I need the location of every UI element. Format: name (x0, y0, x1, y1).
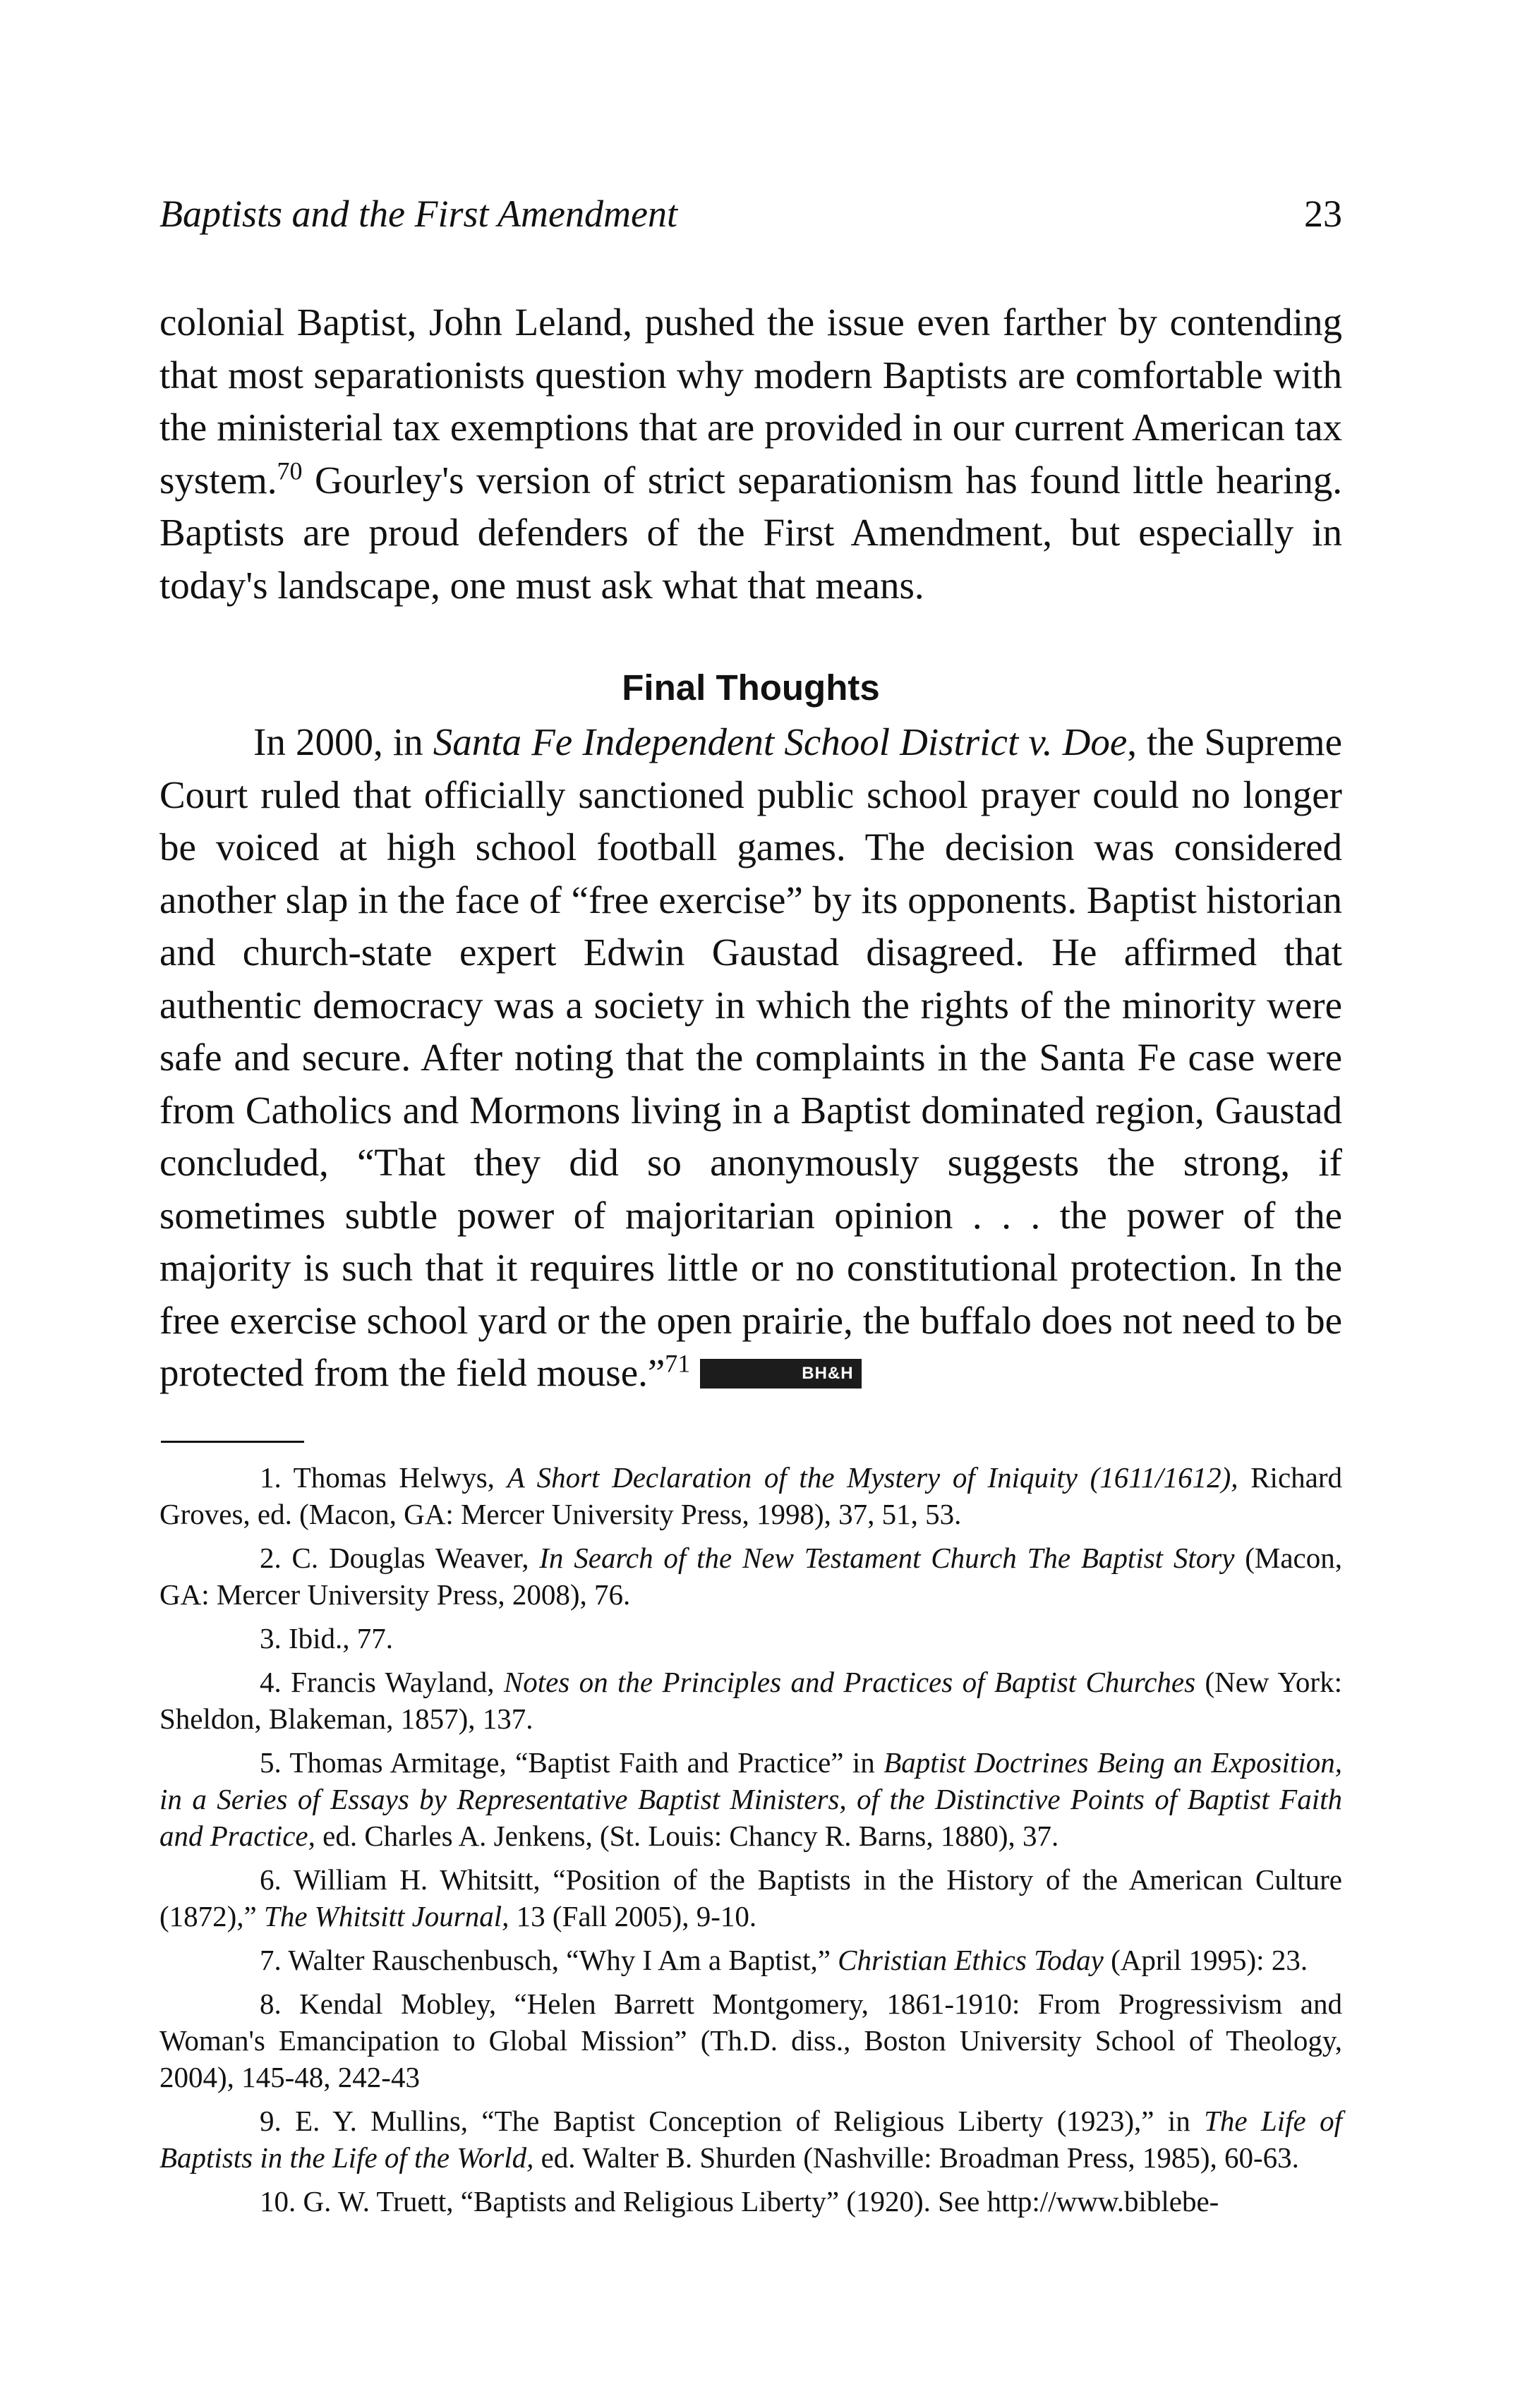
case-name: Santa Fe Independent School District v. Doe (433, 720, 1128, 763)
footnote-reference: 71 (665, 1349, 691, 1378)
footnote (159, 1985, 1342, 2095)
paragraph-text: In 2000, in (253, 720, 433, 763)
footnote-text: 13 (Fall 2005), 9-10. (509, 1900, 757, 1932)
footnote-text: 10. G. W. Truett, “Baptists and Religious Liberty” (1920). See http://www.biblebe- (260, 2185, 1219, 2218)
footnote (159, 2103, 1342, 2176)
footnote-text: 1. Thomas Helwys, (260, 1461, 507, 1494)
footnote-text: 3. Ibid., 77. (260, 1622, 394, 1654)
footnote-reference: 70 (277, 456, 303, 485)
footnote-text: 5. Thomas Armitage, “Baptist Faith and Practice” in (260, 1746, 884, 1779)
footnote (159, 1942, 1342, 1978)
page-number: 23 (1304, 193, 1342, 235)
running-head-title: Baptists and the First Amendment (159, 193, 677, 235)
running-head (159, 189, 1342, 238)
paragraph (159, 296, 1342, 612)
footnote-text: 6. William H. Whitsitt, “Position of the Baptists in the History of the American Culture (1872),” (159, 1863, 1342, 1932)
footnote-title: Christian Ethics Today (838, 1944, 1104, 1976)
footnote-divider (161, 1441, 304, 1443)
footnote-text: 2. C. Douglas Weaver, (260, 1542, 540, 1574)
footnote (159, 1539, 1342, 1613)
footnote (159, 1744, 1342, 1854)
footnotes (159, 1459, 1342, 2227)
end-of-article-logo: BH&H (700, 1359, 861, 1388)
footnote-text: (April 1995): 23. (1103, 1944, 1308, 1976)
footnote-title: In Search of the New Testament Church The Baptist Story (539, 1542, 1235, 1574)
footnote-title: The Whitsitt Journal, (264, 1900, 509, 1932)
footnote-text: 9. E. Y. Mullins, “The Baptist Conception of Religious Liberty (1923),” in (260, 2105, 1205, 2137)
footnote (159, 2183, 1342, 2220)
footnote-title: Notes on the Principles and Practices of Baptist Churches (503, 1666, 1196, 1698)
paragraph-text: , the Supreme Court ruled that officially sanctioned public school prayer could no longer be voiced at high school football games. The decision was considered another slap in the face of “free exercise” by its opponents. Baptist historian and church-state expert Edwin Gaustad disagreed. He affirmed that authentic democracy was a society in which the rights of the minority were safe and secure. After noting that the complaints in the Santa Fe case were from Catholics and Mormons living in a Baptist dominated region, Gaustad concluded, “That they did so anonymously suggests the strong, if sometimes subtle power of majoritarian opinion . . . the power of the majority is such that it requires little or no constitutional protection. In the free exercise school yard or the open prairie, the buffalo does not need to be protected from the field mouse.” (159, 720, 1342, 1394)
footnote-title: A Short Declaration of the Mystery of Iniquity (1611/1612), (507, 1461, 1238, 1494)
footnote-text: (Macon, GA: Mercer University Press, 2008), 76. (159, 1542, 1342, 1611)
body-paragraph-continued (159, 296, 1342, 612)
paragraph-text: colonial Baptist, John Leland, pushed the issue even farther by contending that most separationists question why modern Baptists are comfortable with the ministerial tax exemptions that are provided in our current American tax system. (159, 301, 1342, 502)
paragraph-text: Gourley's version of strict separationism has found little hearing. Baptists are proud defenders of the First Amendment, but especially in today's landscape, one must ask what that means. (159, 458, 1342, 607)
footnote (159, 1620, 1342, 1657)
footnote-text: 7. Walter Rauschenbusch, “Why I Am a Baptist,” (260, 1944, 838, 1976)
footnote (159, 1861, 1342, 1935)
footnote-text: (New York: Sheldon, Blakeman, 1857), 137. (159, 1666, 1342, 1735)
footnote-title: Baptist Doctrines Being an Exposition, in a Series of Essays by Representative Baptist Ministers, of the Distinctive Points of Baptist Faith and Practice, (159, 1746, 1342, 1852)
footnote-title: The Life of Baptists in the Life of the World, (159, 2105, 1342, 2174)
paragraph (159, 716, 1342, 1400)
footnote-text: ed. Walter B. Shurden (Nashville: Broadman Press, 1985), 60-63. (533, 2141, 1299, 2174)
footnote-text: Richard Groves, ed. (Macon, GA: Mercer University Press, 1998), 37, 51, 53. (159, 1461, 1342, 1530)
footnote (159, 1664, 1342, 1737)
footnote (159, 1459, 1342, 1532)
footnote-text: 8. Kendal Mobley, “Helen Barrett Montgomery, 1861-1910: From Progressivism and Woman's Emancipation to Global Mission” (Th.D. diss., Boston University School of Theology, 2004), 145-48, 242-43 (159, 1987, 1342, 2093)
footnote-text: ed. Charles A. Jenkens, (St. Louis: Chancy R. Barns, 1880), 37. (315, 1820, 1059, 1852)
final-thoughts-paragraph (159, 716, 1342, 1400)
footnote-text: 4. Francis Wayland, (260, 1666, 504, 1698)
section-heading: Final Thoughts (622, 667, 880, 708)
